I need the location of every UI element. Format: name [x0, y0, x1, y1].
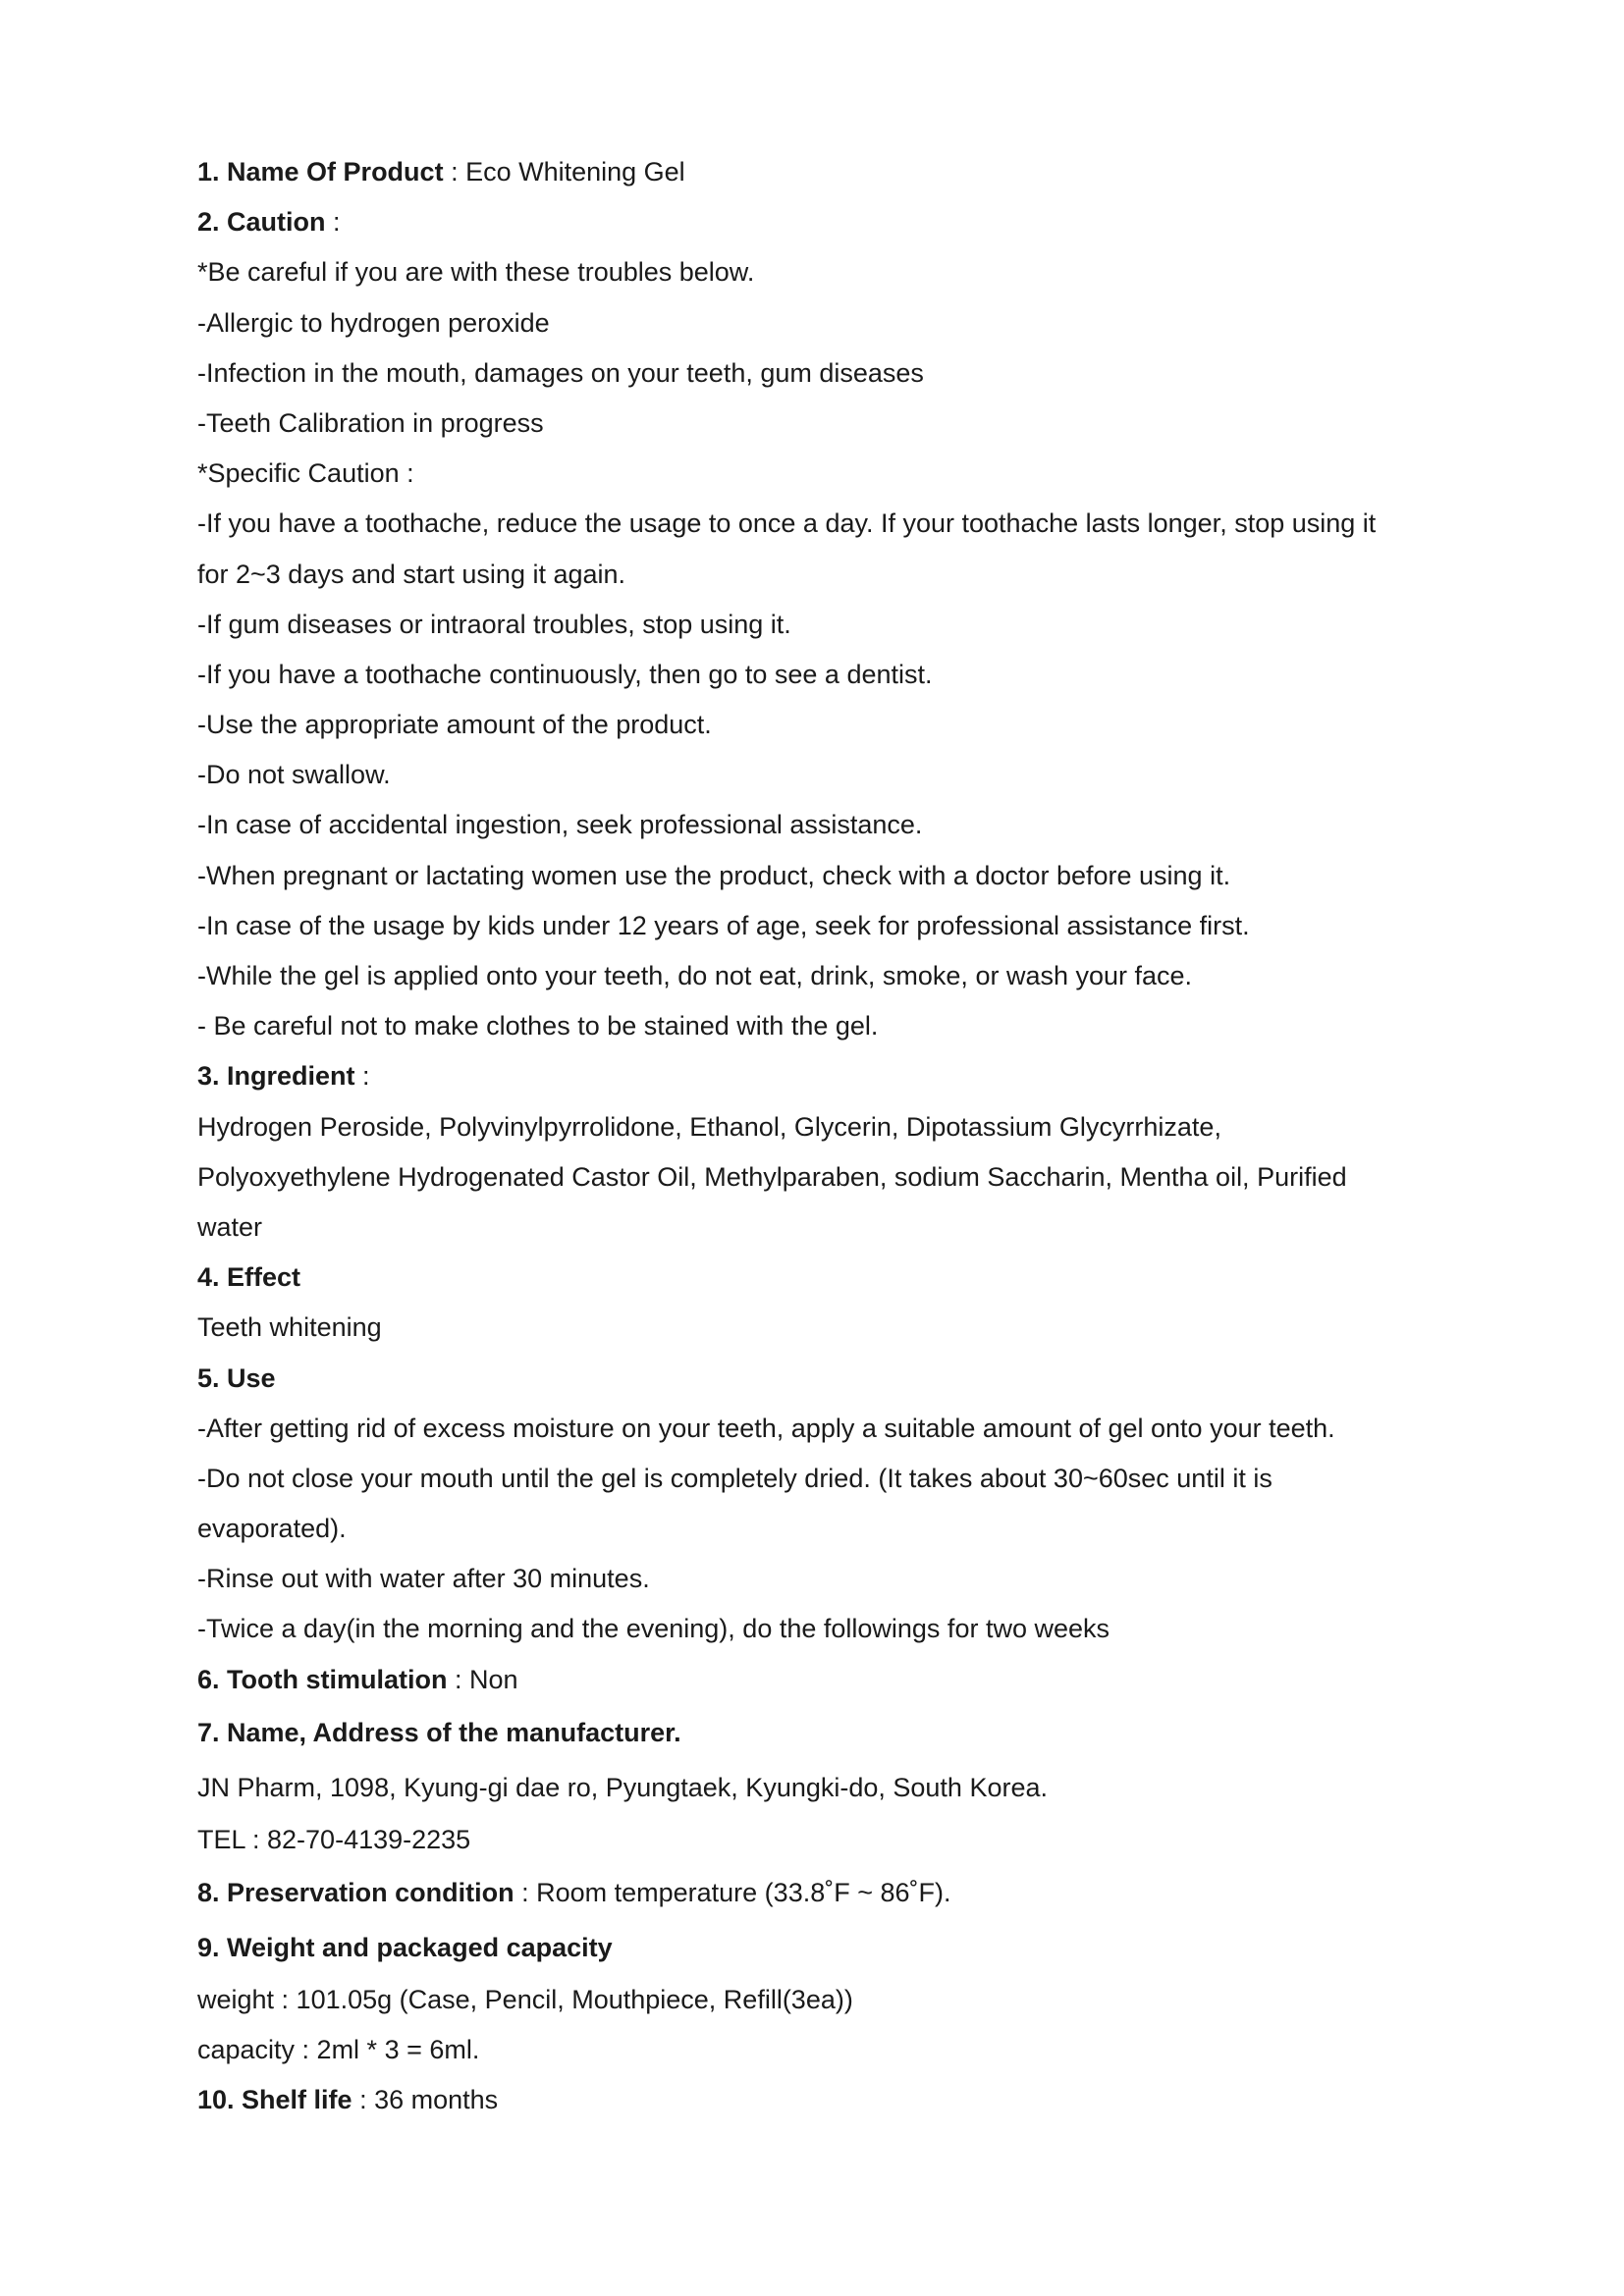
section-title: 3. Ingredient — [197, 1061, 355, 1092]
text-line: - Be careful not to make clothes to be stained with the gel. — [197, 1011, 879, 1041]
section-value: : — [325, 207, 341, 238]
section-value: : Eco Whitening Gel — [443, 157, 685, 187]
text-line: -If gum diseases or intraoral troubles, stop using it. — [197, 609, 791, 639]
text-line: -Teeth Calibration in progress — [197, 407, 544, 438]
section-10-heading — [197, 2075, 1474, 2125]
text-line: for 2~3 days and start using it again. — [197, 559, 626, 589]
section-5-heading: 5. Use — [197, 1362, 276, 1393]
section-4-heading: 4. Effect — [197, 1262, 301, 1293]
text-line: JN Pharm, 1098, Kyung-gi dae ro, Pyungtaek, Kyungki-do, South Korea. — [197, 1772, 1049, 1802]
text-line: capacity : 2ml * 3 = 6ml. — [197, 2035, 480, 2065]
section-title: 8. Preservation condition — [197, 1878, 514, 1907]
section-title: 6. Tooth stimulation — [197, 1664, 448, 1694]
text-line: water — [197, 1211, 263, 1242]
text-line: evaporated). — [197, 1514, 347, 1544]
text-line: -In case of accidental ingestion, seek professional assistance. — [197, 810, 923, 840]
text-line: -Do not swallow. — [197, 760, 391, 790]
text-line: Teeth whitening — [197, 1312, 382, 1343]
section-9-heading: 9. Weight and packaged capacity — [197, 1933, 613, 1962]
text-line: -In case of the usage by kids under 12 years of age, seek for professional assistance first. — [197, 910, 1250, 940]
text-line: -If you have a toothache, reduce the usage to once a day. If your toothache lasts longer, stop using it — [197, 508, 1377, 539]
text-line: TEL : 82-70-4139-2235 — [197, 1824, 471, 1854]
text-line: -When pregnant or lactating women use the product, check with a doctor before using it. — [197, 860, 1231, 890]
text-line: -While the gel is applied onto your teeth, do not eat, drink, smoke, or wash your face. — [197, 961, 1193, 990]
section-title: 1. Name Of Product — [197, 157, 444, 187]
section-1-heading — [197, 147, 1474, 197]
text-line: -If you have a toothache continuously, then go to see a dentist. — [197, 659, 933, 689]
section-value: : Non — [447, 1664, 518, 1694]
section-title: 10. Shelf life — [197, 2085, 352, 2115]
text-line: -Allergic to hydrogen peroxide — [197, 307, 550, 338]
document-page — [197, 147, 1474, 2126]
section-title: 2. Caution — [197, 207, 326, 238]
section-8-heading — [197, 1865, 1474, 1920]
text-line: -Twice a day(in the morning and the evening), do the followings for two weeks — [197, 1614, 1110, 1644]
section-3-heading — [197, 1051, 1474, 1101]
section-value: : 36 months — [352, 2085, 499, 2115]
section-value: : Room temperature (33.8˚F ~ 86˚F). — [514, 1878, 951, 1907]
text-line: *Be careful if you are with these troubles below. — [197, 257, 755, 288]
text-line: Polyoxyethylene Hydrogenated Castor Oil, Methylparaben, sodium Saccharin, Mentha oil, Purified — [197, 1161, 1347, 1192]
section-7-heading: 7. Name, Address of the manufacturer. — [197, 1717, 681, 1747]
text-line: *Specific Caution : — [197, 458, 414, 489]
text-line: Hydrogen Peroside, Polyvinylpyrrolidone, Ethanol, Glycerin, Dipotassium Glycyrrhizate, — [197, 1111, 1221, 1142]
text-line: -Use the appropriate amount of the product. — [197, 710, 712, 740]
text-line: -Infection in the mouth, damages on your teeth, gum diseases — [197, 357, 924, 388]
text-line: -Rinse out with water after 30 minutes. — [197, 1564, 650, 1594]
text-line: weight : 101.05g (Case, Pencil, Mouthpiece, Refill(3ea)) — [197, 1985, 853, 2014]
text-line: -After getting rid of excess moisture on your teeth, apply a suitable amount of gel onto your teeth. — [197, 1413, 1335, 1443]
section-2-heading — [197, 197, 1474, 247]
section-6-heading — [197, 1655, 1474, 1705]
section-value: : — [354, 1061, 370, 1092]
text-line: -Do not close your mouth until the gel is completely dried. (It takes about 30~60sec until it is — [197, 1463, 1272, 1493]
